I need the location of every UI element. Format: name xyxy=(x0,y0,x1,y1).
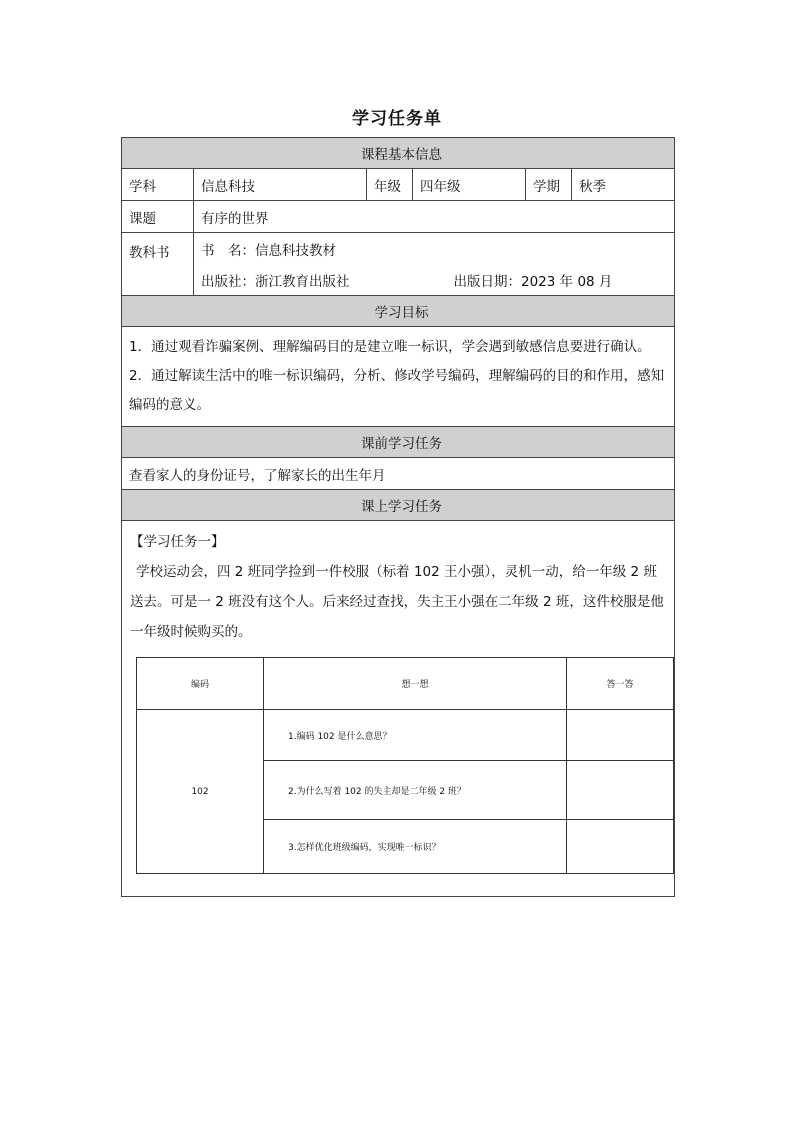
publisher: 出版社：浙江教育出版社 xyxy=(201,273,350,290)
textbook-info xyxy=(194,233,675,296)
pre-class-task: 查看家人的身份证号，了解家长的出生年月 xyxy=(122,458,675,490)
book-name: 书 名：信息科技教材 xyxy=(201,242,336,259)
answer-2[interactable] xyxy=(567,761,674,820)
task-heading: 【学习任务一】 xyxy=(130,534,225,550)
objective-item-1: 1．通过观看诈骗案例、理解编码目的是建立唯一标识，学会遇到敏感信息要进行确认。 xyxy=(129,339,651,355)
in-class-task xyxy=(122,521,675,897)
question-3: 3.怎样优化班级编码，实现唯一标识？ xyxy=(264,820,567,874)
code-cell: 102 xyxy=(137,710,264,874)
subject-label: 学科 xyxy=(122,169,194,201)
section-objectives: 学习目标 xyxy=(122,296,675,327)
header-think: 想一想 xyxy=(264,658,567,710)
answer-3[interactable] xyxy=(567,820,674,874)
objective-item-2: 2．通过解读生活中的唯一标识编码，分析、修改学号编码，理解编码的目的和作用，感知编码的意义。 xyxy=(129,368,665,413)
page-title: 学习任务单 xyxy=(352,109,442,129)
task-story: 学校运动会，四 2 班同学捡到一件校服（标着 102 王小强），灵机一动，给一年级 2 班送去。可是一 2 班没有这个人。后来经过查找，失主王小强在二年级 2 班，这件校服是他一年级时候购买的。 xyxy=(130,564,664,640)
question-1: 1.编码 102 是什么意思？ xyxy=(264,710,567,761)
section-in-class: 课上学习任务 xyxy=(122,490,675,521)
publish-date: 出版日期：2023 年 08 月 xyxy=(453,273,613,290)
objectives-list xyxy=(122,327,675,427)
textbook-label: 教科书 xyxy=(122,233,194,296)
section-basic-info: 课程基本信息 xyxy=(122,138,675,169)
section-pre-class: 课前学习任务 xyxy=(122,427,675,458)
grade-label: 年级 xyxy=(367,169,413,201)
topic-label: 课题 xyxy=(122,201,194,233)
header-answer: 答一答 xyxy=(567,658,674,710)
task-sheet-table xyxy=(121,137,675,897)
topic-value: 有序的世界 xyxy=(194,201,675,233)
think-answer-table xyxy=(136,657,674,874)
question-2: 2.为什么写着 102 的失主却是二年级 2 班？ xyxy=(264,761,567,820)
header-code: 编码 xyxy=(137,658,264,710)
subject-value: 信息科技 xyxy=(194,169,367,201)
answer-1[interactable] xyxy=(567,710,674,761)
term-label: 学期 xyxy=(526,169,572,201)
term-value: 秋季 xyxy=(572,169,675,201)
grade-value: 四年级 xyxy=(413,169,526,201)
